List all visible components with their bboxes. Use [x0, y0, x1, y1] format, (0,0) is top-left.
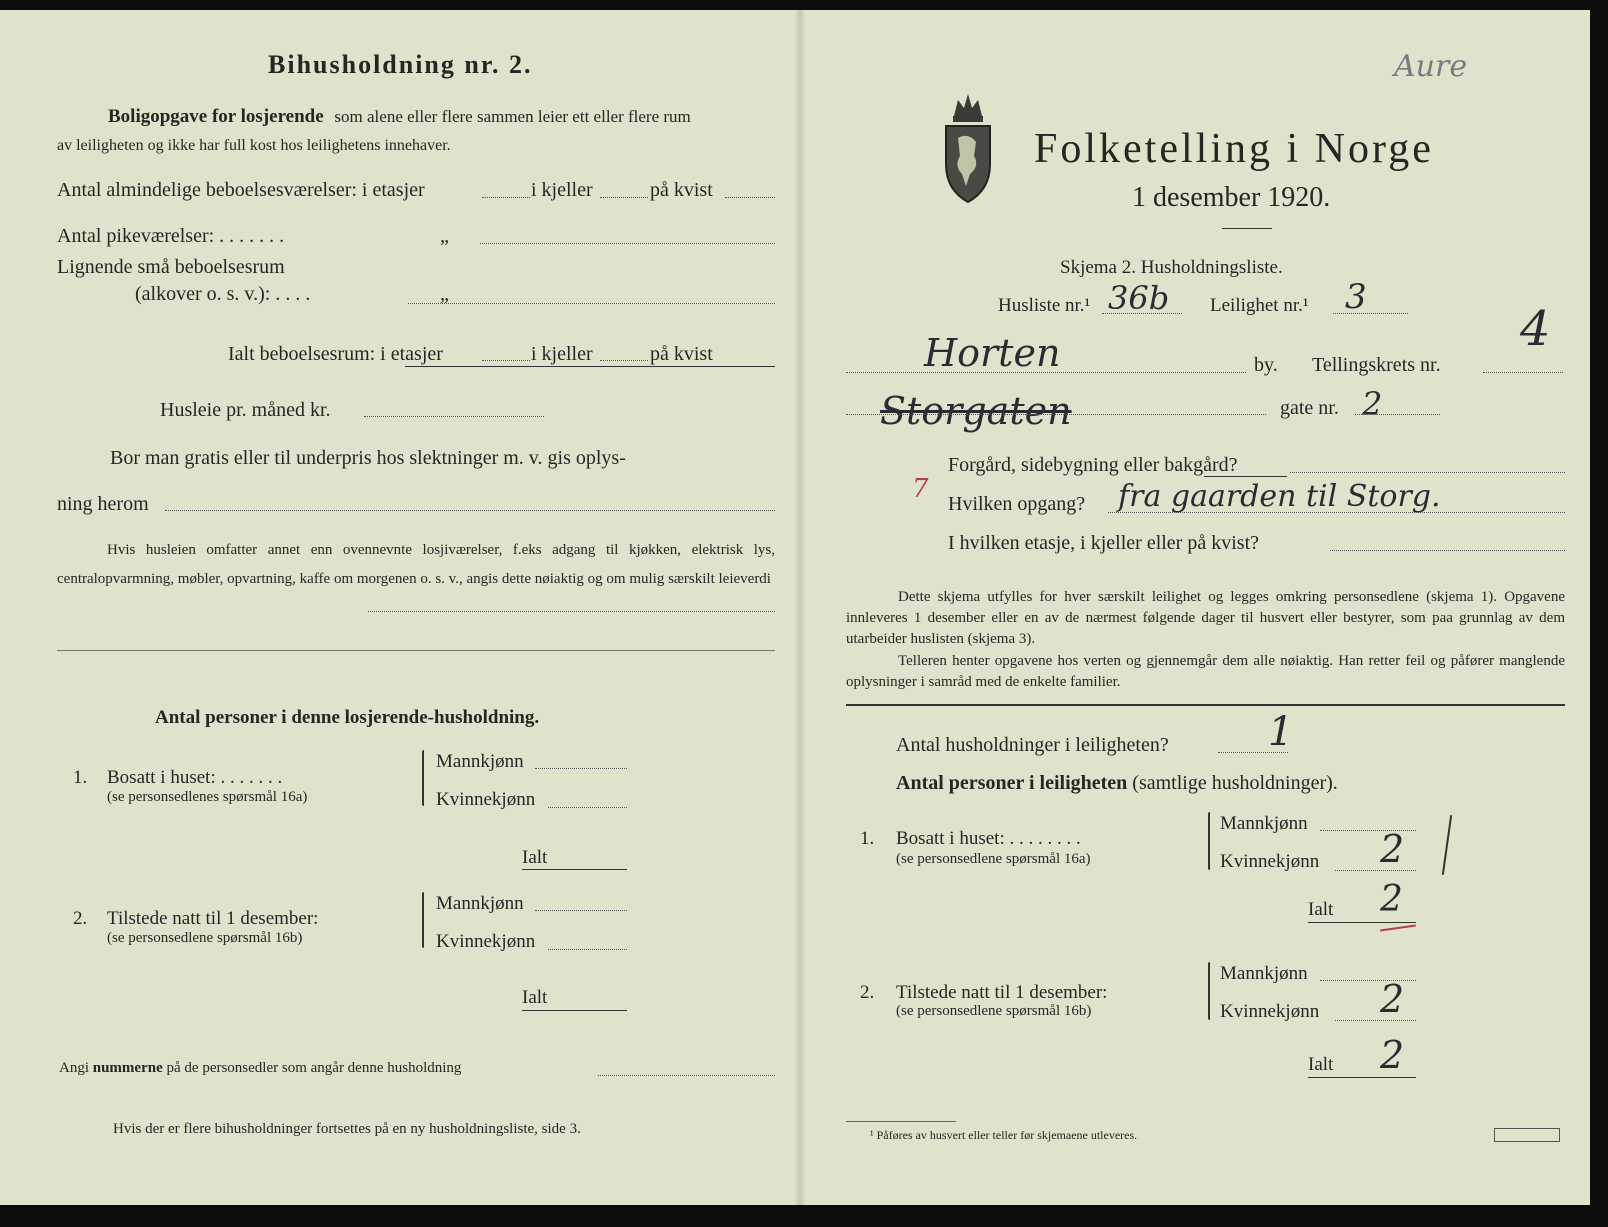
forgard-line[interactable] — [1290, 472, 1565, 473]
opgang-label: Hvilken opgang? — [948, 493, 1086, 515]
left-q2-male-line[interactable] — [535, 910, 627, 911]
intro-line-1 — [108, 107, 691, 126]
right-q1-female-line — [1335, 870, 1416, 871]
gratis-line[interactable] — [165, 510, 775, 511]
right-q2-total-value[interactable]: 2 — [1380, 1033, 1405, 1077]
total-rooms-rule — [405, 366, 775, 367]
rent-note-line[interactable] — [368, 611, 775, 612]
small-rooms-label-1: Lignende små beboelsesrum — [57, 256, 285, 278]
schema-label: Skjema 2. Husholdningsliste. — [1060, 257, 1283, 278]
left-q1-total-line[interactable] — [522, 869, 627, 870]
right-q2-total-label: Ialt — [1308, 1054, 1334, 1075]
right-q1-label: Bosatt i huset: . . . . . . . . — [896, 828, 1081, 849]
left-persons-heading: Antal personer i denne losjerende-husholdning. — [155, 707, 540, 728]
red-mark: 7 — [912, 474, 929, 504]
gratis-line-1: Bor man gratis eller til underpris hos slektninger m. v. gis oplys- — [110, 447, 626, 469]
right-q1-sub: (se personsedlene spørsmål 16a) — [896, 851, 1091, 867]
total-kvist-label: på kvist — [650, 343, 713, 365]
left-q2-sub: (se personsedlene spørsmål 16b) — [107, 930, 303, 946]
gate-line — [1355, 414, 1440, 415]
hush-line — [1218, 752, 1288, 753]
left-q2-male-label: Mannkjønn — [436, 893, 524, 914]
husliste-value[interactable]: 36b — [1108, 279, 1170, 317]
angi-pre: Angi — [59, 1060, 89, 1076]
etasje-label: I hvilken etasje, i kjeller eller på kvist? — [948, 532, 1259, 554]
left-footer: Hvis der er flere bihusholdninger fortsettes på en ny husholdningsliste, side 3. — [113, 1121, 581, 1137]
maid-rooms-line[interactable] — [480, 243, 775, 244]
street-value[interactable]: Storgaten — [880, 389, 1072, 433]
persons-bold: Antal personer i leiligheten — [896, 772, 1128, 794]
rent-label: Husleie pr. måned kr. — [160, 399, 331, 421]
left-section-rule — [57, 650, 775, 651]
right-q2-female-line — [1335, 1020, 1416, 1021]
husliste-label: Husliste nr.¹ — [998, 295, 1091, 316]
rooms-etasjer-line[interactable] — [482, 197, 530, 198]
rooms-kjeller-label: i kjeller — [531, 179, 593, 201]
bakgard-underline — [1204, 476, 1287, 477]
persons-rest: (samtlige husholdninger). — [1132, 772, 1338, 794]
left-q2-brace — [422, 892, 424, 948]
right-q2-brace — [1208, 962, 1210, 1020]
right-q1-male-label: Mannkjønn — [1220, 813, 1308, 834]
gratis-line-2: ning herom — [57, 493, 149, 515]
left-q1-female-line[interactable] — [548, 807, 627, 808]
left-q1-sub: (se personsedlenes spørsmål 16a) — [107, 789, 308, 805]
right-q1-female-value[interactable]: 2 — [1380, 827, 1405, 871]
leilighet-value[interactable]: 3 — [1345, 277, 1367, 317]
maid-ditto: „ — [440, 225, 449, 247]
right-persons-heading — [896, 773, 1338, 793]
forgard-label: Forgård, sidebygning eller bakgård? — [948, 454, 1238, 476]
right-q1-female-label: Kvinnekjønn — [1220, 851, 1320, 872]
form-date: 1 desember 1920. — [1132, 182, 1331, 213]
form-main-title: Folketelling i Norge — [1034, 126, 1434, 172]
info-paragraph-1: Dette skjema utfylles for hver særskilt leilighet og legges omkring personsedlene (skjema 1). Opgavene innleveres 1 desember eller en av de nærmest følgende dager til husvert eller bestyrer, som paa grunnlag av dem utarbeider huslisten (skjema 3). — [846, 589, 1565, 647]
total-etasjer-line[interactable] — [482, 360, 530, 361]
left-q1-brace — [422, 750, 424, 806]
right-q2-sub: (se personsedlene spørsmål 16b) — [896, 1003, 1092, 1019]
street-line — [846, 414, 1266, 415]
left-title: Bihusholdning nr. 2. — [268, 50, 533, 79]
right-q2-female-value[interactable]: 2 — [1380, 977, 1405, 1021]
gate-label: gate nr. — [1280, 397, 1339, 419]
city-value[interactable]: Horten — [924, 331, 1061, 375]
total-kjeller-label: i kjeller — [531, 343, 593, 365]
city-line — [846, 372, 1246, 373]
right-q1-total-value[interactable]: 2 — [1380, 879, 1403, 920]
left-q1-total-label: Ialt — [522, 847, 548, 868]
right-section-rule — [846, 704, 1565, 706]
coat-of-arms-icon — [940, 86, 996, 206]
rooms-kvist-line[interactable] — [725, 197, 775, 198]
leilighet-line — [1333, 313, 1408, 314]
opgang-line — [1108, 512, 1565, 513]
opgang-value[interactable]: fra gaarden til Storg. — [1118, 479, 1441, 514]
krets-value[interactable]: 4 — [1520, 301, 1551, 357]
title-rule — [1222, 228, 1272, 229]
left-q2-number: 2. — [73, 908, 88, 929]
left-q1-number: 1. — [73, 767, 88, 788]
right-q2-label: Tilstede natt til 1 desember: — [896, 982, 1108, 1003]
intro-line-2: av leiligheten og ikke har full kost hos leilighetens innehaver. — [57, 137, 451, 154]
printer-stamp — [1494, 1128, 1560, 1142]
intro-rest: som alene eller flere sammen leier ett eller flere rum — [334, 107, 691, 126]
gate-value[interactable]: 2 — [1362, 385, 1383, 423]
etasje-line[interactable] — [1330, 550, 1565, 551]
leilighet-label: Leilighet nr.¹ — [1210, 295, 1309, 316]
total-kjeller-line[interactable] — [600, 360, 648, 361]
hush-label: Antal husholdninger i leiligheten? — [896, 734, 1169, 756]
left-q2-female-label: Kvinnekjønn — [436, 931, 536, 952]
right-q2-total-line — [1308, 1077, 1416, 1078]
rooms-kjeller-line[interactable] — [600, 197, 648, 198]
left-q1-male-label: Mannkjønn — [436, 751, 524, 772]
right-q1-total-label: Ialt — [1308, 899, 1334, 920]
right-q1-total-line — [1308, 922, 1416, 923]
intro-bold: Boligopgave for losjerende — [108, 106, 324, 127]
angi-bold: nummerne — [92, 1060, 163, 1076]
left-q1-label: Bosatt i huset: . . . . . . . — [107, 767, 283, 788]
angi-post: på de personsedler som angår denne husholdning — [166, 1060, 462, 1076]
angi-line — [59, 1061, 461, 1076]
krets-label: Tellingskrets nr. — [1312, 354, 1441, 376]
total-rooms-label: Ialt beboelsesrum: i etasjer — [228, 343, 443, 365]
left-q2-female-line[interactable] — [548, 949, 627, 950]
rooms-kvist-label: på kvist — [650, 179, 713, 201]
krets-line — [1483, 372, 1563, 373]
left-q2-total-label: Ialt — [522, 987, 548, 1008]
footnote: ¹ Påføres av husvert eller teller før skjemaene utleveres. — [870, 1128, 1138, 1142]
rent-line[interactable] — [364, 416, 544, 417]
hush-value[interactable]: 1 — [1268, 709, 1294, 755]
right-q2-female-label: Kvinnekjønn — [1220, 1001, 1320, 1022]
rooms-label: Antal almindelige beboelsesværelser: i etasjer — [57, 179, 425, 201]
left-q1-female-label: Kvinnekjønn — [436, 789, 536, 810]
by-label: by. — [1254, 354, 1278, 376]
right-q1-brace — [1208, 812, 1210, 870]
right-q1-number: 1. — [860, 828, 875, 849]
small-rooms-label-2: (alkover o. s. v.): . . . . — [135, 283, 311, 305]
rent-note: Hvis husleien omfatter annet enn ovennevnte losjiværelser, f.eks adgang til kjøkken, elektrisk lys, centralopvarmning, møbler, opvartning, kaffe om morgenen o. s. v., angis dette nøiaktig og om mulig særskilt leieverdi — [57, 542, 775, 587]
right-q2-male-label: Mannkjønn — [1220, 963, 1308, 984]
left-q1-male-line[interactable] — [535, 768, 627, 769]
maid-rooms-label: Antal pikeværelser: . . . . . . . — [57, 225, 285, 247]
right-q2-number: 2. — [860, 982, 875, 1003]
husliste-line — [1102, 313, 1182, 314]
info-paragraph-2: Telleren henter opgavene hos verten og gjennemgår dem alle nøiaktig. Han retter feil og påfører manglende oplysninger i samråd med de enkelte familier. — [846, 653, 1565, 690]
left-q2-label: Tilstede natt til 1 desember: — [107, 908, 319, 929]
left-q2-total-line[interactable] — [522, 1010, 627, 1011]
small-rooms-line[interactable] — [408, 303, 775, 304]
footnote-rule — [846, 1121, 956, 1122]
page-fold — [794, 10, 806, 1205]
small-ditto: „ — [440, 283, 449, 305]
angi-fill-line[interactable] — [598, 1075, 775, 1076]
margin-note: Aure — [1394, 49, 1468, 84]
